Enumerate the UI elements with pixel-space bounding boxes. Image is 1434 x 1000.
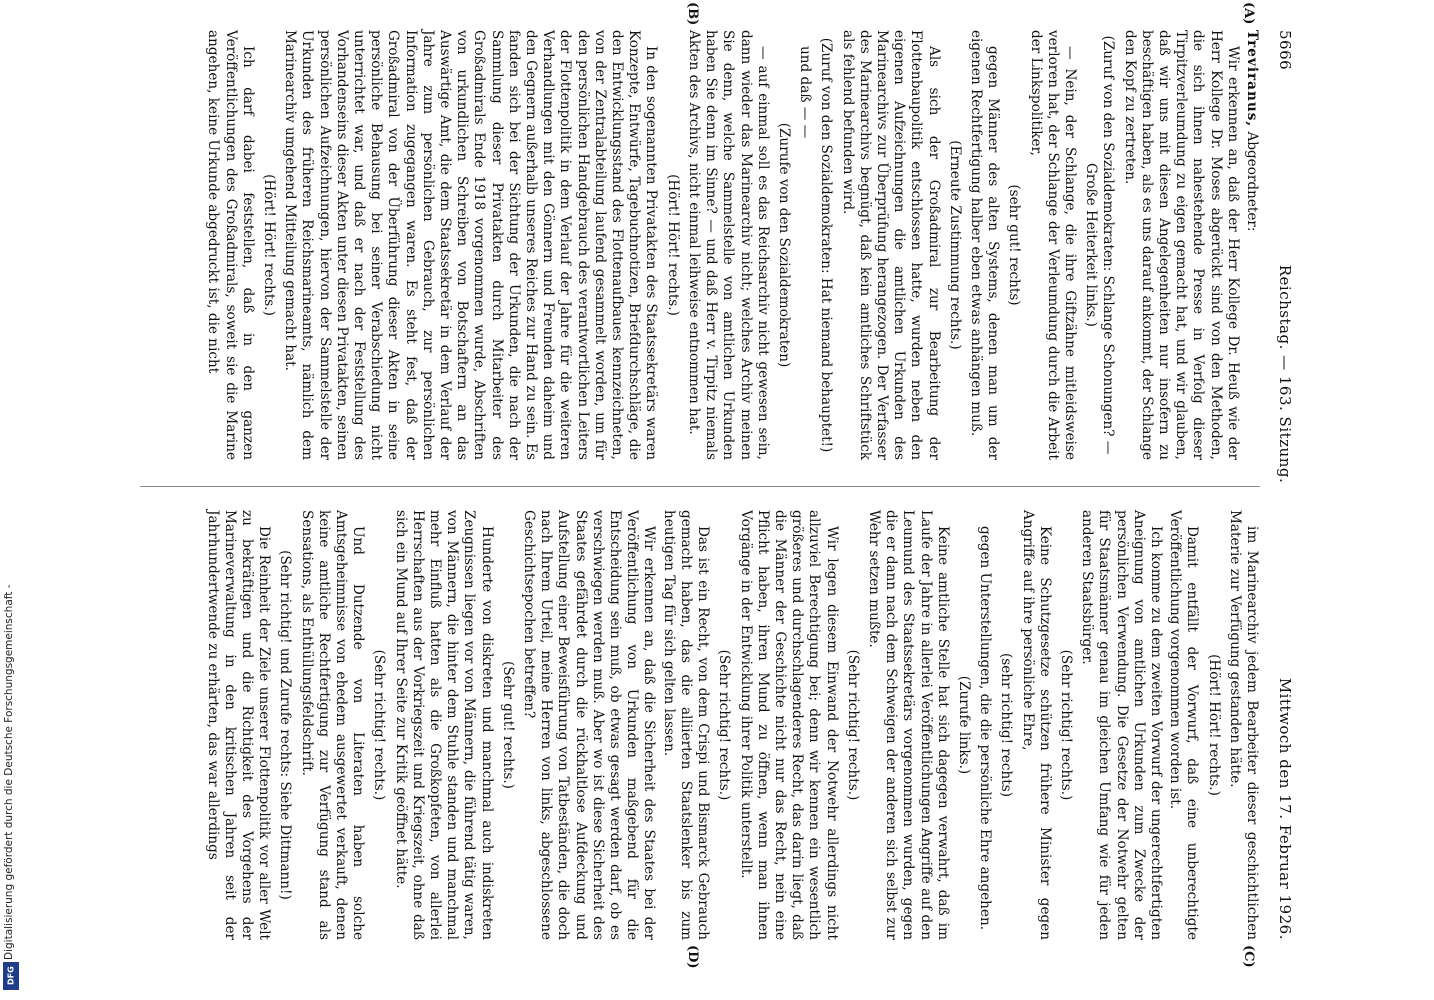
- paragraph: gegen Unterstellungen, die die persönliche Ehre angehen.: [977, 526, 994, 931]
- interjection: (Sehr richtig! rechts.): [1057, 649, 1074, 801]
- speaker-line: [1243, 30, 1260, 460]
- credit-sidebar: [0, 0, 22, 1000]
- interjection: (sehr richtig! rechts): [998, 652, 1015, 798]
- dfg-logo: DFG: [3, 962, 19, 990]
- paragraph: Keine amtliche Stelle hat sich dagegen verwahrt, daß im Laufe der Jahre in allerlei Veröffentlichungen Angriffe auf den Leumund des Staatssekretärs vorgenommen wurden, gegen die er dann nach dem Schweigen der anderen sich selbst zur Wehr setzen mußte.: [865, 510, 951, 940]
- paragraph: Keine Schutzgesetze schützen frühere Minister gegen Angriffe auf ihre persönliche Ehre,: [1019, 510, 1053, 940]
- page-date: Mittwoch den 17. Februar 1926.: [1276, 677, 1294, 940]
- paragraph: Das ist ein Recht, von dem Crispi und Bismarck Gebrauch gemacht haben, das die alliierten Staatslenker bis zum heutigen Tag für sich gelten lassen.: [660, 510, 712, 940]
- interjection: (Sehr richtig! rechts.): [844, 649, 861, 801]
- interjection: (Zuruf von den Sozialdemokraten: Schlange Schonungen? — Große Heiterkeit links.): [1083, 35, 1117, 455]
- paragraph: Hunderte von diskreten und manchmal auch indiskreten Zeugnissen liegen vor von Männern, die führend tätig waren, von Männern, die hinter dem Stuhle standen und manchmal mehr Einfluß hatten als die Großkopfeten, von allerlei Herrschaften aus der Vorkriegszeit und Kriegszeit, ohne daß sich ein Mund auf Ihrer Seite zur Kritik geöffnet hätte.: [392, 510, 495, 940]
- right-column: [201, 510, 1260, 940]
- paragraph: In den sogenannten Privatakten des Staatssekretärs waren Konzepte, Entwürfe, Tagebuchnotizen, Briefdurchschläge, die den Entwicklungsstand des Flottenaufbaues kennzeichneten, von der Zentralabteilung laufend gesammelt worden, um für den persönlichen Handgebrauch des verantwortlichen Leiters der Flottenpolitik in dem Verlauf der Jahre für die weiteren Verhandlungen mit den Gönnern und Freunden daheim und den Gegnern außerhalb unseres Reiches zur Hand zu sein. Es fanden sich bei der Sichtung der Urkunden, die nach der Sammlung dieser Privatakten durch Mitarbeiter des Großadmirals Ende 1918 vorgenommen wurde, Abschriften von urkundlichen Schreiben von Botschaftern an das Auswärtige Amt, die dem Staatssekretär in dem Verlauf der Jahre zum persönlichen Gebrauch, zur persönlichen Information zugegangen waren. Es steht fest, daß der Großadmiral von der Überführung dieser Akten in seine persönliche Behausung bei seiner Verabschiedung nicht unterrichtet war, und daß er nach der Feststellung des Vorhandenseins dieser Akten unter diesen Privatakten, seinen persönlichen Aufzeichnungen, hiervon der Sammelstelle der Urkunden des früheren Reichsmarineamts, nämlich dem Marinearchiv umgehend Mitteilung gemacht hat.: [282, 30, 660, 460]
- interjection: (Zuruf von den Sozialdemokraten: Hat niemand behauptet!): [818, 37, 835, 453]
- page-number: 5666: [1276, 30, 1294, 71]
- margin-mark-a: (A): [1241, 2, 1256, 25]
- paragraph: Wir erkennen an, daß der Herr Kollege Dr. Heuß wie der Herr Kollege Dr. Moses abgerückt sind von den Methoden, die sich ihnen nahestehende Presse in Verfolg dieser Tirpitzverleumdung zu eigen gemacht hat, und wir glauben, daß wir uns mit diesen Angelegenheiten nur insofern zu beschäftigen haben, als es uns darauf ankommt, der Schlange den Kopf zu zertreten.: [1121, 30, 1241, 460]
- paragraph: Als sich der Großadmiral zur Bearbeitung der Flottenbaupolitik entschlossen hatte, wurden neben den eigenen Aufzeichnungen die amtlichen Urkunden des Marinearchivs zur Überprüfung herangezogen. Der Verfasser des Marinearchivs begnügt, daß kein amtliches Schriftstück als fehlend befunden wird.: [839, 30, 942, 460]
- page-title: Reichstag. — 163. Sitzung.: [1276, 264, 1294, 484]
- interjection: (sehr gut! rechts): [1006, 184, 1023, 306]
- paragraph: Ich darf dabei feststellen, daß in den ganzen Veröffentlichungen des Großadmirals, soweit sie die Marine angehen, keine Urkunde abgedruckt ist, die nicht: [205, 30, 256, 460]
- interjection: (Sehr richtig! rechts.): [716, 649, 733, 801]
- interjection: (Hört! Hört! rechts.): [1205, 654, 1222, 796]
- paragraph: und daß — —: [797, 46, 814, 139]
- rotated-content: [110, 2, 1300, 969]
- interjection: (Sehr gut! rechts.): [499, 661, 516, 789]
- interjection: (Zurufe von den Sozialdemokraten): [775, 122, 792, 368]
- paragraph: Und Dutzende von Literaten haben solche Amtsgeheimnisse von ehedem ausgewertet verkauft, denen keine amtliche Rechtfertigung zur Verfügung stand als Sensations, als Enthüllungsfeldschrift.: [298, 510, 367, 940]
- margin-mark-b: (B): [685, 2, 700, 26]
- credit-text: Digitalisierung gefördert durch die Deutsche Forschungsgemeinschaft -: [3, 584, 15, 960]
- interjection: (Sehr richtig! und Zurufe rechts: Siehe Dittmann!): [277, 550, 294, 900]
- paragraph: im Marinearchiv jedem Bearbeiter dieser geschichtlichen Materie zur Verfügung gestanden hätte.: [1226, 510, 1260, 940]
- paragraph: gegen Männer des alten Systems, denen man um der eigenen Rechtfertigung halber eben etwas anhängen muß.: [967, 30, 1002, 460]
- interjection: (Sehr richtig! rechts.): [371, 649, 388, 801]
- speaker-name: Treviranus,: [1244, 30, 1260, 128]
- interjection: (Hört! Hört! rechts.): [261, 174, 278, 316]
- paragraph: Damit entfällt der Vorwurf, daß eine unberechtigte Veröffentlichung vorgenommen worden ist.: [1167, 510, 1201, 940]
- column-divider: [140, 486, 1260, 487]
- interjection: (Hört! Hört! rechts.): [664, 174, 681, 316]
- paragraph: — Nein, der Schlange, die ihre Giftzähne mitleidsweise verloren hat, der Schlange der Verleumdung durch die Arbeit der Linkspolitiker,: [1027, 30, 1078, 460]
- scanned-page: [110, 2, 1300, 969]
- paragraph: Wir erkennen an, daß die Sicherheit des Staates bei der Veröffentlichung von Urkunden maßgebend für die Entscheidung sein muß, ob etwas gesagt werden darf, ob es verschwiegen werden muß. Aber wo ist diese Sicherheit des Staates gefährdet durch die rückhaltlose Aufdeckung und Aufstellung einer Beweisführung von Tatbeständen, die doch nach Ihrem Urteil, meine Herren von links, abgeschlossene Geschichtsepochen betreffen?: [521, 510, 658, 940]
- paragraph: — auf einmal soll es das Reichsarchiv nicht gewesen sein, dann wieder das Marinearchiv nicht; welches Archiv meinen Sie denn, welche Sammelstelle von amtlichen Urkunden haben Sie denn im Sinne? — und daß Herr v. Tirpitz niemals Akten des Archivs, nicht einmal leihweise entnommen hat.: [685, 30, 771, 460]
- paragraph: Die Reinheit der Ziele unserer Flottenpolitik vor aller Welt zu bekräftigen und die Richtigkeit des Vorgehens der Marineverwaltung in den kritischen Jahren seit der Jahrhundertwende zu erhärten, das war allerdings: [204, 510, 273, 940]
- interjection: (Zurufe links.): [955, 675, 972, 775]
- paragraph: Ich komme zu dem zweiten Vorwurf der ungerechtfertigten Aneignung von amtlichen Urkunden zum Zwecke der persönlichen Verwendung. Die Gesetze der Notwehr gelten für Staatsmänner genau im gleichen Umfang wie für jeden anderen Staatsbürger.: [1079, 510, 1164, 940]
- margin-mark-c: (C): [1241, 945, 1256, 968]
- paragraph: Wir legen diesem Einwand der Notwehr allerdings nicht allzuviel Berechtigung bei; denn wir kennen ein wesentlich größeres und durchschlagenderes Recht, das darin liegt, daß die Männer der Geschichte nicht nur das Recht, nein eine Pflicht haben, ihren Mund zu öffnen, wenn man ihnen Vorgänge in der Entwicklung ihrer Politik unterstellt.: [737, 510, 840, 940]
- margin-mark-d: (D): [685, 945, 700, 969]
- interjection: (Erneute Zustimmung rechts.): [946, 140, 963, 350]
- page-header: [1270, 30, 1300, 940]
- speaker-role: Abgeordneter:: [1244, 131, 1260, 232]
- left-column: [202, 30, 1260, 460]
